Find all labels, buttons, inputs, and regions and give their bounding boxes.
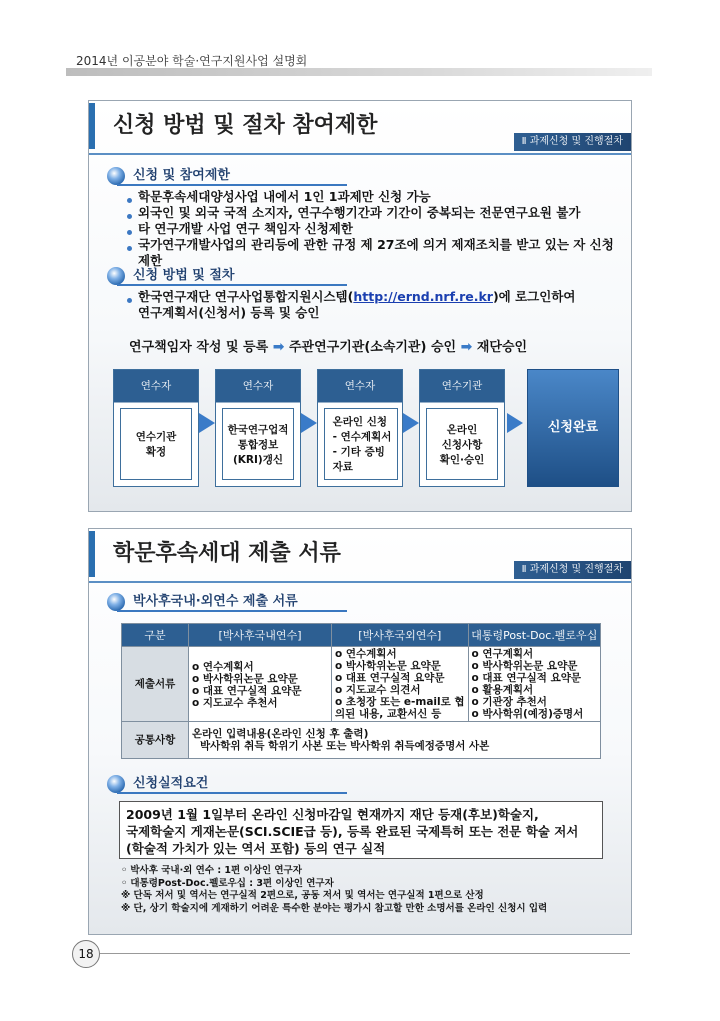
table-row [122, 647, 601, 722]
slide-submission-documents [88, 528, 632, 935]
table-cell-presidential: o 연구계획서 o 박사학위논문 요약문 o 대표 연구실적 요약문 o 활용계획서 o 기관장 추천서 o 박사학위(예정)증명서 [468, 647, 600, 722]
documents-table [121, 623, 601, 759]
note-line: ◦ 박사후 국내·외 연수 : 1편 이상인 연구자 [121, 865, 302, 876]
section-heading-text: 박사후국내·외연수 제출 서류 [133, 594, 298, 609]
list-item: 학문후속세대양성사업 내에서 1인 1과제만 신청 가능 [127, 189, 431, 204]
flow-step-complete: 신청완료 [527, 369, 619, 487]
requirement-line: (학술적 가치가 있는 역서 포함) 등의 연구 실적 [126, 841, 386, 856]
procedure-steps [129, 336, 527, 355]
note-line: ◦ 대통령Post-Doc.펠로우십 : 3편 이상인 연구자 [121, 877, 334, 889]
flow-arrow-icon [301, 413, 317, 433]
list-item: 국가연구개발사업의 관리등에 관한 규정 제 27조에 의거 제재조치를 받고 있는 자 신청 [127, 237, 614, 252]
section-underline [117, 284, 347, 286]
arrow-right-icon: ➡ [460, 339, 473, 355]
flow-arrow-icon [403, 413, 419, 433]
table-cell-domestic: o 연수계획서 o 박사학위논문 요약문 o 대표 연구실적 요약문 o 지도교수 추천서 [189, 647, 332, 722]
section-heading-method [103, 267, 234, 285]
document-header-title: 2014년 이공분야 학술·연구지원사업 설명회 [76, 54, 308, 68]
nrf-system-link[interactable]: http://ernd.nrf.re.kr [353, 289, 493, 304]
list-item: 한국연구재단 연구사업통합지원시스템(http://ernd.nrf.re.kr)에 로그인하여 [127, 289, 575, 304]
flow-step-body: 한국연구업적 통합정보 (KRI)갱신 [222, 408, 294, 480]
flow-step-actor: 연수자 [344, 380, 376, 392]
row-label: 공통사항 [122, 722, 189, 759]
table-header-cell: [박사후국외연수] [332, 624, 469, 647]
bullet-orb-icon [107, 775, 125, 793]
section-badge: Ⅱ 과제신청 및 진행절차 [514, 561, 631, 579]
flow-step-actor: 연수자 [242, 380, 274, 392]
row-label: 제출서류 [122, 647, 189, 722]
requirement-line: 2009년 1월 1일부터 온라인 신청마감일 현재까지 재단 등재(후보)학술지, [126, 807, 539, 822]
bullet-orb-icon [107, 593, 125, 611]
bullet-dot-icon [127, 246, 132, 251]
footer-rule [100, 953, 630, 954]
page-number: 18 [72, 940, 100, 968]
bullet-dot-icon [127, 230, 132, 235]
bullet-dot-icon [127, 198, 132, 203]
step-institution-approval: 주관연구기관(소속기관) 승인 [288, 340, 457, 355]
table-header-cell: 대통령Post-Doc.펠로우십 [468, 624, 600, 647]
table-row [122, 722, 601, 759]
step-foundation-approval: 재단승인 [476, 340, 528, 355]
flow-step-3 [317, 369, 403, 487]
section-heading-text: 신청 방법 및 절차 [133, 268, 235, 283]
slide-application-procedure [88, 100, 632, 512]
section-heading-documents [103, 593, 298, 611]
table-cell-overseas: o 연수계획서 o 박사학위논문 요약문 o 대표 연구실적 요약문 o 지도교수 의견서 o 초청장 또는 e-mail로 협 의된 내용, 교환서신 등 [332, 647, 469, 722]
slide-title: 신청 방법 및 절차 참여제한 [89, 103, 489, 149]
header-bar [66, 68, 652, 76]
table-cell-common: 온라인 입력내용(온라인 신청 후 출력) 박사학위 취득 학위기 사본 또는 박사학위 취득예정증명서 사본 [189, 722, 601, 759]
slide-title: 학문후속세대 제출 서류 [89, 531, 489, 577]
arrow-right-icon: ➡ [272, 339, 285, 355]
title-divider [89, 581, 631, 583]
flow-step-actor: 연수자 [140, 380, 172, 392]
note-line: ※ 단독 저서 및 역서는 연구실적 2편으로, 공동 저서 및 역서는 연구실적 1편으로 산정 [121, 890, 484, 901]
title-divider [89, 153, 631, 155]
requirement-line: 국제학술지 게재논문(SCI.SCIE급 등), 등록 완료된 국제특허 또는 전문 학술 저서 [126, 824, 579, 839]
flow-step-body: 온라인 신청사항 확인·승인 [426, 408, 498, 480]
bullet-orb-icon [107, 267, 125, 285]
bullet-dot-icon [127, 214, 132, 219]
section-underline [117, 610, 347, 612]
table-header-cell: [박사후국내연수] [189, 624, 332, 647]
bullet-dot-icon [127, 298, 132, 303]
requirement-notes [121, 865, 547, 915]
flow-step-actor: 연수기관 [441, 380, 483, 392]
flow-step-body: 연수기관 확정 [120, 408, 192, 480]
section-underline [117, 184, 347, 186]
flow-step-1 [113, 369, 199, 487]
flow-step-2 [215, 369, 301, 487]
section-heading-requirement [103, 775, 208, 793]
section-badge: Ⅱ 과제신청 및 진행절차 [514, 133, 631, 151]
bullet-orb-icon [107, 167, 125, 185]
list-item-continuation: 연구계획서(신청서) 등록 및 승인 [138, 305, 320, 320]
note-line: ※ 단, 상기 학술지에 게재하기 어려운 특수한 분야는 평가시 참고할 만한 소명서를 온라인 신청시 입력 [121, 902, 548, 914]
flow-step-4 [419, 369, 505, 487]
flow-arrow-icon [199, 413, 215, 433]
application-flow [89, 369, 631, 487]
requirement-box [119, 801, 603, 859]
step-author-register: 연구책임자 작성 및 등록 [129, 340, 269, 355]
section-underline [117, 792, 347, 794]
flow-arrow-icon [507, 413, 523, 433]
list-item: 외국인 및 외국 국적 소지자, 연구수행기간과 기간이 중복되는 전문연구요원 불가 [127, 205, 580, 220]
table-header-cell: 구분 [122, 624, 189, 647]
list-item: 타 연구개발 사업 연구 책임자 신청제한 [127, 221, 353, 236]
section-heading-text: 신청실적요건 [133, 776, 209, 791]
section-heading-text: 신청 및 참여제한 [133, 168, 230, 183]
table-header-row [122, 624, 601, 647]
section-heading-restriction [103, 167, 230, 185]
flow-step-body: 온라인 신청 - 연수계획서 - 기타 증빙 자료 [324, 408, 398, 480]
list-item-continuation: 제한 [138, 253, 163, 268]
